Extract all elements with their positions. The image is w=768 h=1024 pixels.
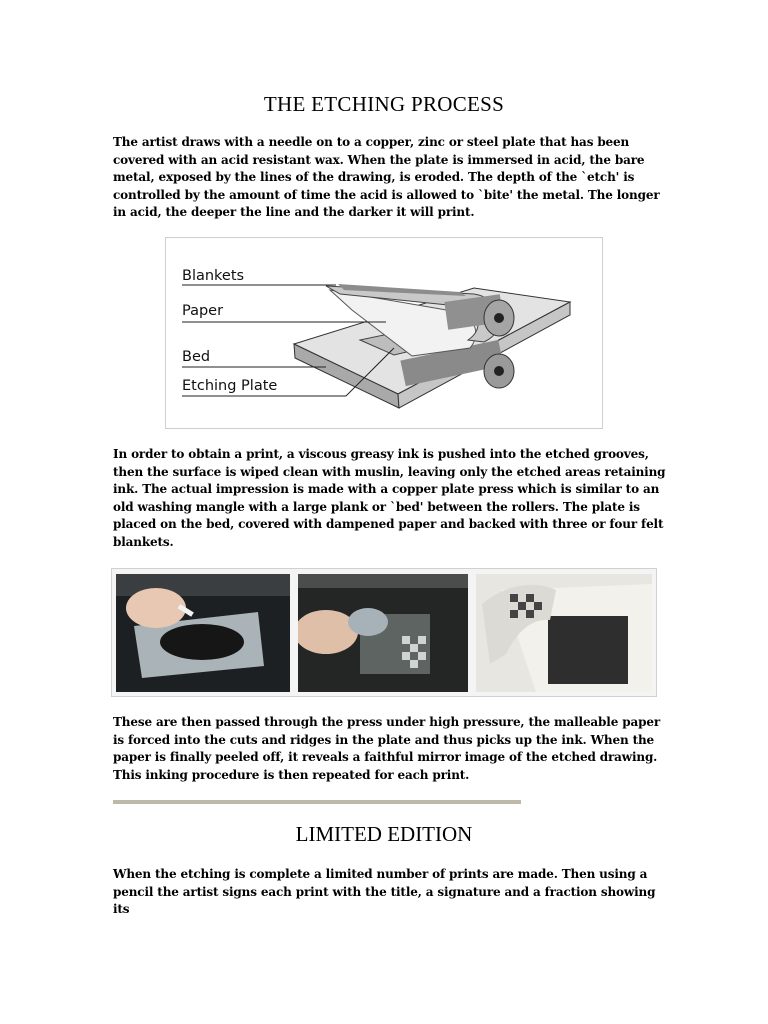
wiping-photo: [298, 574, 468, 692]
printing-paragraph: In order to obtain a print, a viscous greasy ink is pushed into the etched grooves, then the surface is wiped clean with muslin, leaving only the etched areas retaining ink. The actual impression is made with a copper plate press which is similar to an old washing mangle with a large plank or `bed' between the rollers. The plate is placed on the bed, covered with dampened paper and backed with three or four felt blankets.: [113, 447, 666, 549]
label-paper: Paper: [182, 303, 224, 319]
label-blankets: Blankets: [182, 268, 245, 284]
label-bed: Bed: [182, 349, 211, 365]
section-divider: [113, 800, 521, 804]
press-diagram: [165, 237, 603, 429]
label-etching-plate: Etching Plate: [182, 378, 278, 394]
section-heading-limited-edition: LIMITED EDITION: [295, 822, 473, 846]
inking-photo: [116, 574, 290, 692]
intro-paragraph: The artist draws with a needle on to a copper, zinc or steel plate that has been covered with an acid resistant wax. When the plate is immersed in acid, the bare metal, exposed by the lines of the drawing, is eroded. The depth of the `etch' is controlled by the amount of time the acid is allowed to `bite' the metal. The longer in acid, the deeper the line and the darker it will print.: [113, 135, 660, 220]
page-title: THE ETCHING PROCESS: [263, 92, 505, 116]
process-photo-strip: [111, 568, 657, 697]
peeling-photo: [476, 574, 652, 692]
limited-edition-paragraph: When the etching is complete a limited number of prints are made. Then using a pencil the artist signs each print with the title, a signature and a fraction showing its: [113, 867, 656, 917]
pressing-paragraph: These are then passed through the press under high pressure, the malleable paper is forced into the cuts and ridges in the plate and thus picks up the ink. When the paper is finally peeled off, it reveals a faithful mirror image of the etched drawing. This inking procedure is then repeated for each print.: [113, 715, 660, 782]
